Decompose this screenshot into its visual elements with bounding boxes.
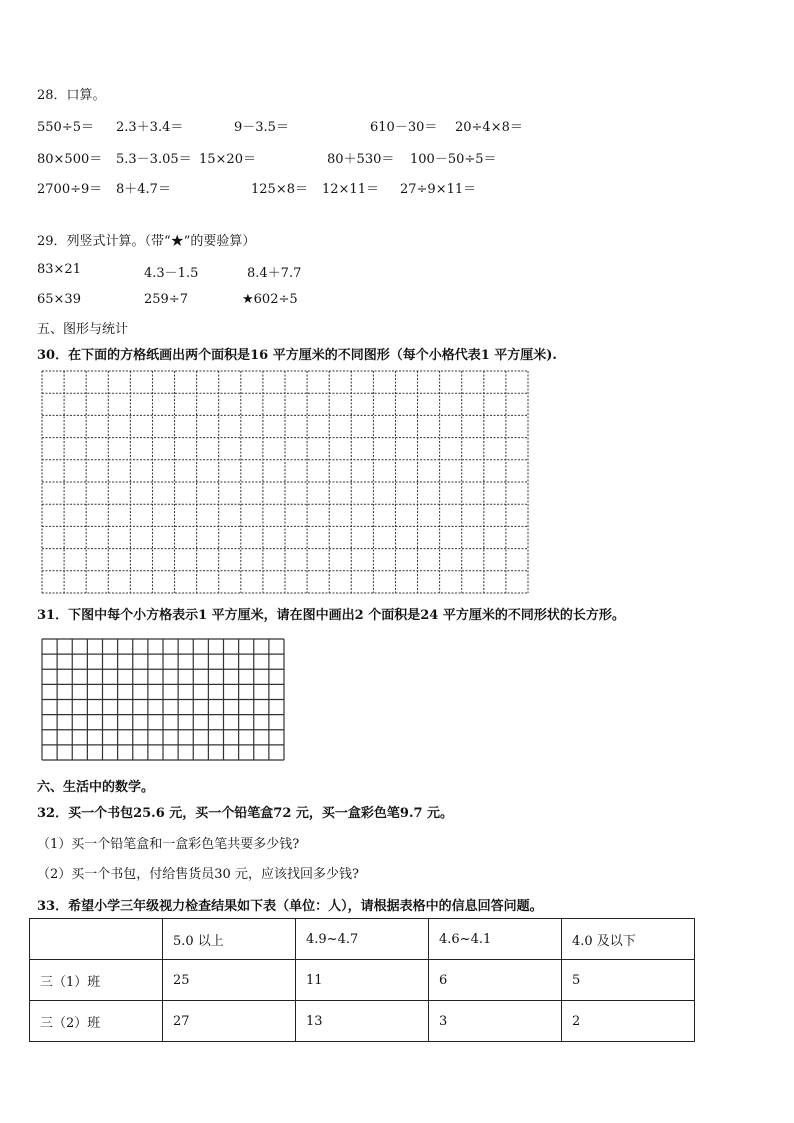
q29-r0-c1: 4.3－1.5 xyxy=(144,266,199,281)
q28-title: 28．口算。 xyxy=(37,88,106,103)
table-row xyxy=(30,1001,695,1042)
q28-r0-c4: 20÷4×8＝ xyxy=(455,120,523,135)
table-header-row xyxy=(30,919,695,960)
q28-r0-c2: 9－3.5＝ xyxy=(234,120,289,135)
table-header-cell xyxy=(30,919,163,960)
table-header-cell: 4.9~4.7 xyxy=(296,919,429,960)
q30-dotted-grid[interactable] xyxy=(41,370,529,594)
vision-table xyxy=(29,918,695,1042)
q31-square-grid[interactable] xyxy=(41,638,285,761)
table-cell: 27 xyxy=(163,1001,296,1042)
q28-r1-c2: 15×20＝ xyxy=(199,152,256,167)
q28-r2-c1: 8＋4.7＝ xyxy=(116,182,171,197)
q32-sub1: （1）买一个铅笔盒和一盒彩色笔共要多少钱? xyxy=(37,837,300,852)
q29-r0-c0: 83×21 xyxy=(37,262,81,277)
q32-sub2: （2）买一个书包，付给售货员30 元，应该找回多少钱? xyxy=(37,867,359,882)
table-cell: 三（1）班 xyxy=(30,960,163,1001)
section-6-heading: 六、生活中的数学。 xyxy=(37,780,155,795)
table-cell: 5 xyxy=(562,960,695,1001)
table-cell: 11 xyxy=(296,960,429,1001)
q28-r1-c1: 5.3－3.05＝ xyxy=(116,152,192,167)
table-cell: 三（2）班 xyxy=(30,1001,163,1042)
q28-r1-c3: 80＋530＝ xyxy=(327,152,395,167)
q29-r0-c2: 8.4＋7.7 xyxy=(247,266,302,281)
table-header-cell: 5.0 以上 xyxy=(163,919,296,960)
section-5-heading: 五、图形与统计 xyxy=(37,322,129,337)
q28-r0-c1: 2.3＋3.4＝ xyxy=(116,120,184,135)
q31-title: 31．下图中每个小方格表示1 平方厘米，请在图中画出2 个面积是24 平方厘米的不同形状的长方形。 xyxy=(37,608,625,623)
q28-r1-c4: 100－50÷5＝ xyxy=(410,152,497,167)
q29-r1-c2: ★602÷5 xyxy=(242,292,298,307)
q28-r2-c2: 125×8＝ xyxy=(251,182,308,197)
table-header-cell: 4.0 及以下 xyxy=(562,919,695,960)
q28-r2-c3: 12×11＝ xyxy=(322,182,379,197)
table-cell: 3 xyxy=(429,1001,562,1042)
table-row xyxy=(30,960,695,1001)
q29-r1-c1: 259÷7 xyxy=(144,292,188,307)
q28-r0-c0: 550÷5＝ xyxy=(37,120,94,135)
q33-title: 33．希望小学三年级视力检查结果如下表（单位：人），请根据表格中的信息回答问题。 xyxy=(37,899,543,914)
table-cell: 6 xyxy=(429,960,562,1001)
q30-title: 30．在下面的方格纸画出两个面积是16 平方厘米的不同图形（每个小格代表1 平方厘米). xyxy=(37,348,557,363)
q29-title: 29．列竖式计算。（带“★”的要验算） xyxy=(37,234,256,249)
q29-r1-c0: 65×39 xyxy=(37,292,81,307)
q32-title: 32．买一个书包25.6 元，买一个铅笔盒72 元，买一盒彩色笔9.7 元。 xyxy=(37,806,454,821)
table-header-cell: 4.6~4.1 xyxy=(429,919,562,960)
q28-r1-c0: 80×500＝ xyxy=(37,152,103,167)
table-cell: 2 xyxy=(562,1001,695,1042)
q28-r0-c3: 610－30＝ xyxy=(370,120,438,135)
table-cell: 13 xyxy=(296,1001,429,1042)
q28-r2-c0: 2700÷9＝ xyxy=(37,182,103,197)
q28-r2-c4: 27÷9×11＝ xyxy=(400,182,477,197)
table-cell: 25 xyxy=(163,960,296,1001)
